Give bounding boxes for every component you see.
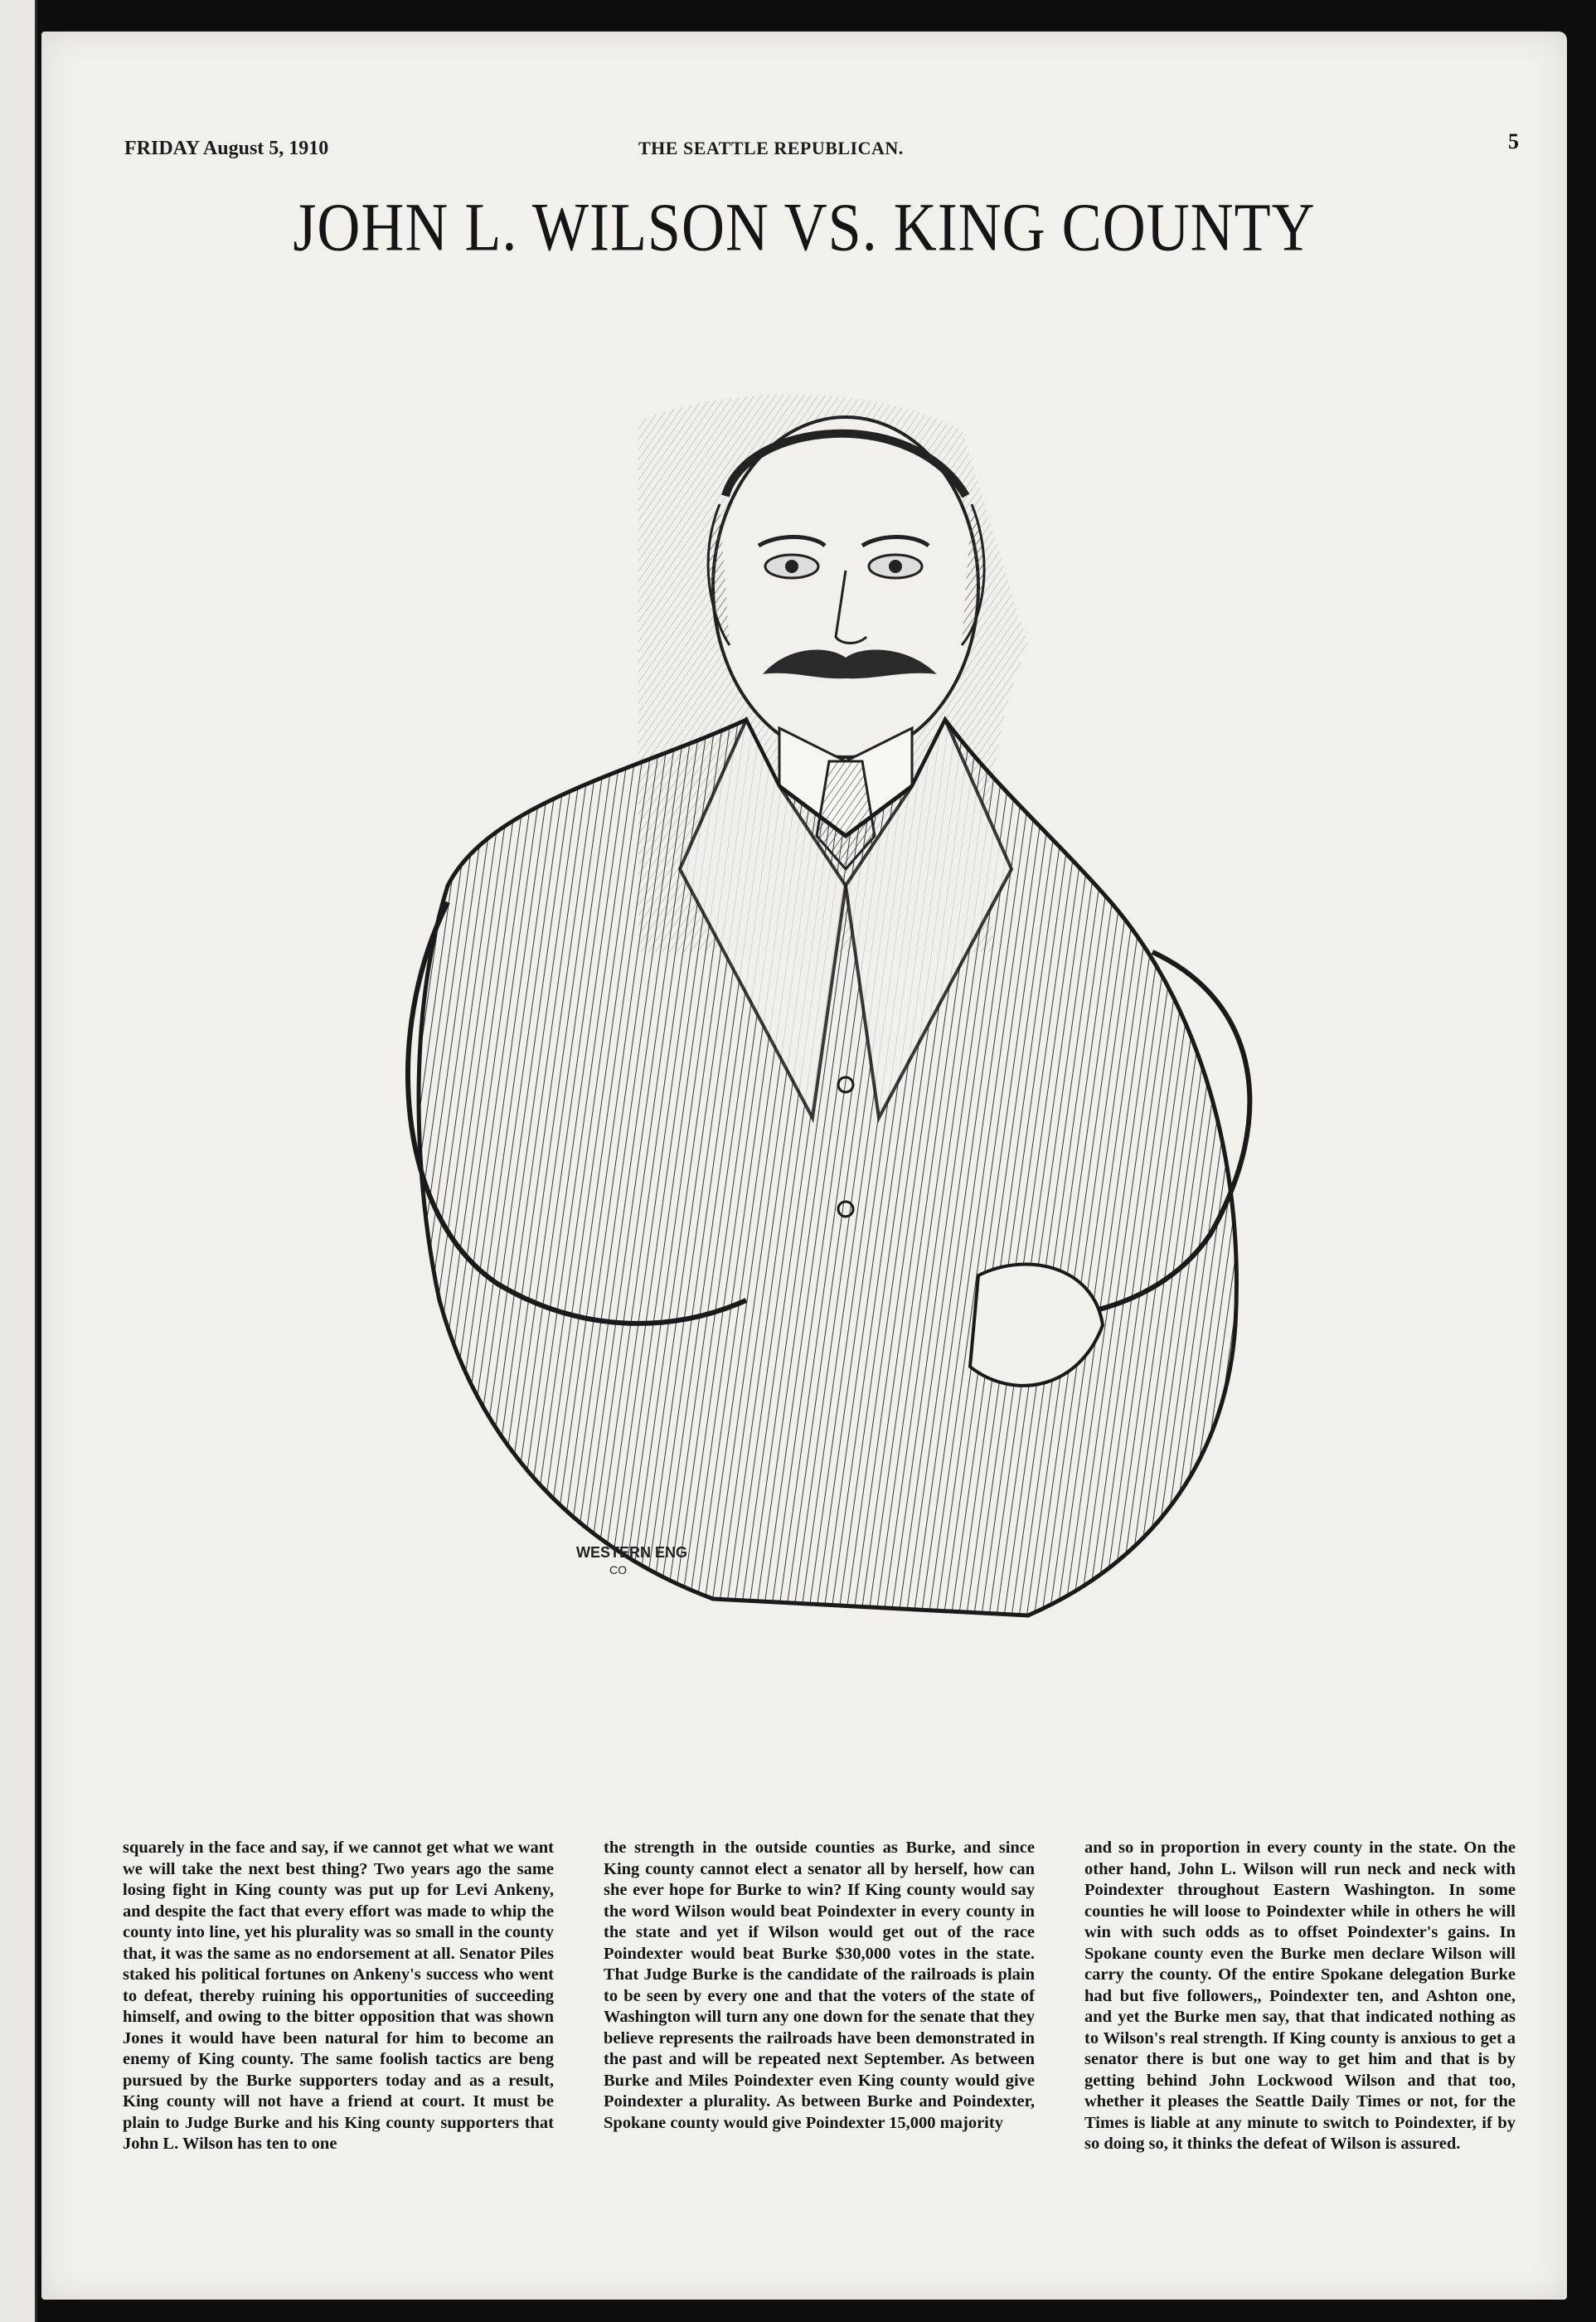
svg-text:CO: CO (609, 1563, 627, 1576)
newspaper-name: THE SEATTLE REPUBLICAN. (638, 138, 904, 158)
article-column-1: squarely in the face and say, if we cannot get what we want we will take the next best thing? Two years ago the same losing fight in King county was put up for Levi Ankeny, and despite the fact that every effort was made to whip the county into line, yet his plurality was so small in the county that, it was the same as no endorsement at all. Senator Piles staked his political fortunes on Ankeny's success who went to defeat, thereby ruining his opportunities of succeeding himself, and owing to the bitter opposition that was shown Jones it would have been natural for him to become an enemy of King county. The same foolish tactics are beng pursued by the Burke supporters today and as a result, King county will not have a friend at court. It must be plain to Judge Burke and his King county supporters that John L. Wilson has ten to one (123, 1839, 554, 2153)
article-body (123, 1838, 1516, 2219)
issue-date: FRIDAY August 5, 1910 (124, 138, 329, 159)
article-column-3: and so in proportion in every county in the state. On the other hand, John L. Wilson will run neck and neck with Poindexter throughout Eastern Washington. In some counties he will loose to Poindexter while in others he will win with such odds as to offset Poindexter's gains. In Spokane county even the Burke men declare Wilson will carry the county. Of the entire Spokane delegation Burke had but five followers,, Poindexter ten, and Ashton one, and yet the Burke men say, that that indicated nothing as to Wilson's real strength. If King county is anxious to get a senator there is but one way to get him and that is by getting behind John Lockwood Wilson and that too, whether it pleases the Seattle Daily Times or not, for the Times is liable at any minute to switch to Poindexter, if by so doing so, it thinks the defeat of Wilson is assured. (1084, 1839, 1516, 2153)
previous-page-edge (0, 0, 37, 2322)
newspaper-page (41, 32, 1567, 2300)
article-column-2: the strength in the outside counties as Burke, and since King county cannot elect a senator all by herself, how can she ever hope for Burke to win? If King county would say the word Wilson would beat Poindexter in every county in the state and yet if Wilson would get out of the race Poindexter would beat Burke $30,000 votes in the state. That Judge Burke is the candidate of the railroads is plain to be seen by every one and that the voters of the state of Washington will turn any one down for the senate that they believe represents the railroads have been demonstrated in the past and will be repeated next September. As between Burke and Miles Poindexter even King county would give Poindexter a plurality. As between Burke and Poindexter, Spokane county would give Poindexter 15,000 majority (604, 1839, 1035, 2132)
svg-text:WESTERN ENG: WESTERN ENG (576, 1544, 688, 1561)
portrait-sketch-icon (282, 372, 1393, 1740)
running-header (124, 138, 1534, 171)
page-number: 5 (1508, 129, 1519, 153)
headline: JOHN L. WILSON VS. KING COUNTY (293, 188, 1316, 265)
